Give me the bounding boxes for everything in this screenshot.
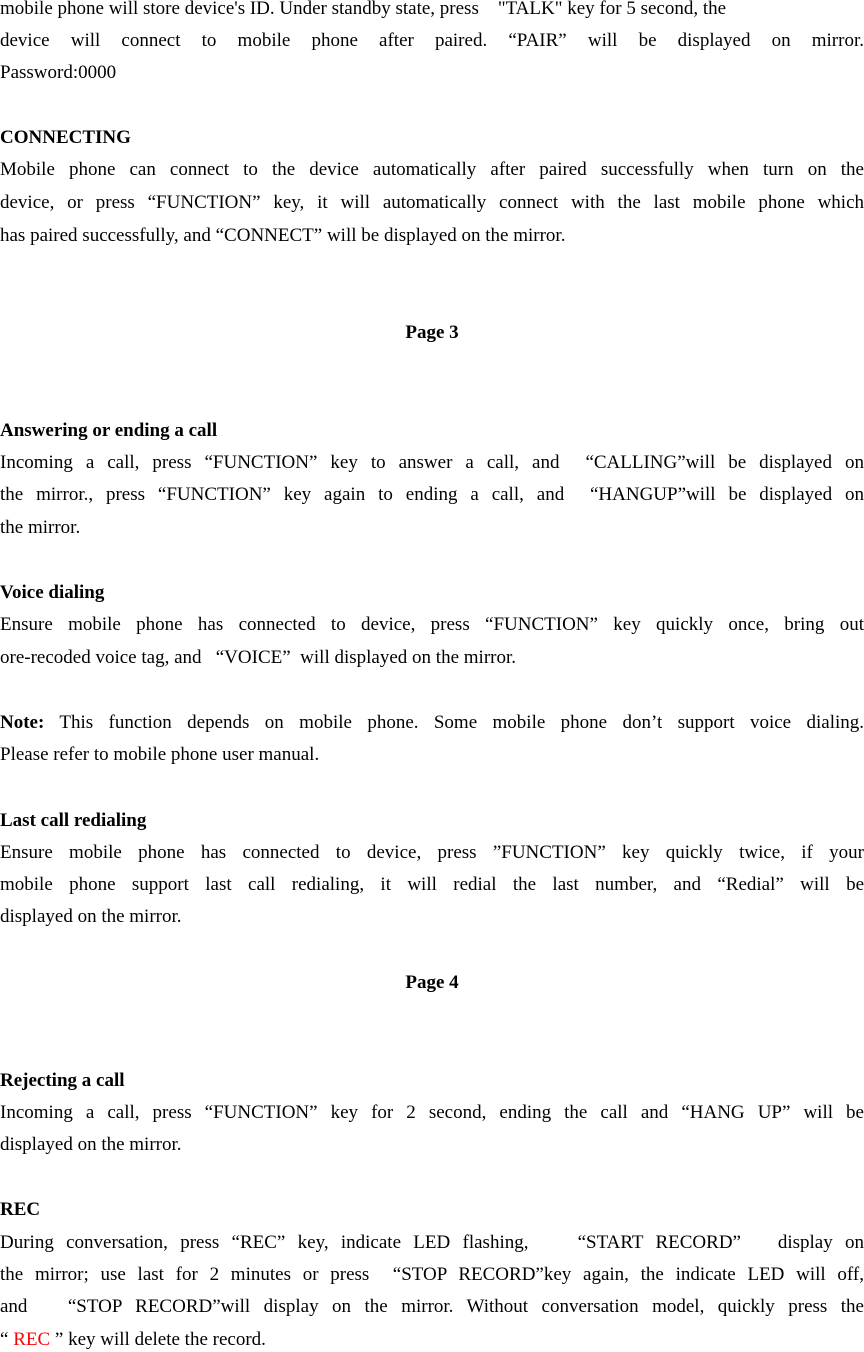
paragraph-line: and “STOP RECORD”will display on the mirror. Without conversation model, quickly press the (0, 1296, 864, 1317)
page-number: Page 3 (405, 322, 459, 343)
paragraph-line: ore-recoded voice tag, and “VOICE” will displayed on the mirror. (0, 647, 516, 668)
paragraph-line: Mobile phone can connect to the device automatically after paired successfully when turn on the (0, 159, 864, 180)
paragraph-line: Ensure mobile phone has connected to device, press ”FUNCTION” key quickly twice, if your (0, 842, 864, 863)
section-heading-voice-dialing: Voice dialing (0, 582, 105, 603)
section-heading-redialing: Last call redialing (0, 810, 147, 831)
note-text: This function depends on mobile phone. Some mobile phone don’t support voice dialing. (44, 712, 864, 733)
section-heading-answering: Answering or ending a call (0, 420, 218, 441)
paragraph-line: Ensure mobile phone has connected to device, press “FUNCTION” key quickly once, bring out (0, 614, 864, 635)
page-number: Page 4 (405, 972, 459, 993)
quote-open: “ (0, 1329, 14, 1350)
paragraph-line: has paired successfully, and “CONNECT” will be displayed on the mirror. (0, 225, 566, 246)
paragraph-line: Password:0000 (0, 62, 117, 83)
paragraph-line: displayed on the mirror. (0, 906, 182, 927)
note-label: Note: (0, 712, 45, 733)
paragraph-line: mobile phone support last call redialing, it will redial the last number, and “Redial” will be (0, 874, 864, 895)
paragraph-line: the mirror; use last for 2 minutes or press “STOP RECORD”key again, the indicate LED will off, (0, 1264, 864, 1285)
paragraph-line: Incoming a call, press “FUNCTION” key to answer a call, and “CALLING”will be displayed on (0, 452, 864, 473)
section-heading-rec: REC (0, 1199, 41, 1220)
paragraph-line: device will connect to mobile phone after paired. “PAIR” will be displayed on mirror. (0, 30, 864, 51)
paragraph-line: Please refer to mobile phone user manual. (0, 744, 320, 765)
paragraph-line: displayed on the mirror. (0, 1134, 182, 1155)
section-heading-rejecting: Rejecting a call (0, 1070, 125, 1091)
paragraph-line (0, 1329, 864, 1351)
paragraph-line: the mirror., press “FUNCTION” key again to ending a call, and “HANGUP”will be displayed on (0, 484, 864, 505)
paragraph-line: device, or press “FUNCTION” key, it will automatically connect with the last mobile phone which (0, 192, 864, 213)
paragraph-line: mobile phone will store device's ID. Under standby state, press "TALK" key for 5 second, the (0, 0, 727, 19)
note-paragraph-line (0, 712, 864, 734)
rec-highlight: REC (13, 1329, 51, 1350)
paragraph-text: ” key will delete the record. (50, 1329, 266, 1350)
paragraph-line: During conversation, press “REC” key, indicate LED flashing, “START RECORD” display on (0, 1232, 864, 1253)
section-heading-connecting: CONNECTING (0, 127, 131, 148)
paragraph-line: the mirror. (0, 517, 81, 538)
paragraph-line: Incoming a call, press “FUNCTION” key for 2 second, ending the call and “HANG UP” will be (0, 1102, 864, 1123)
